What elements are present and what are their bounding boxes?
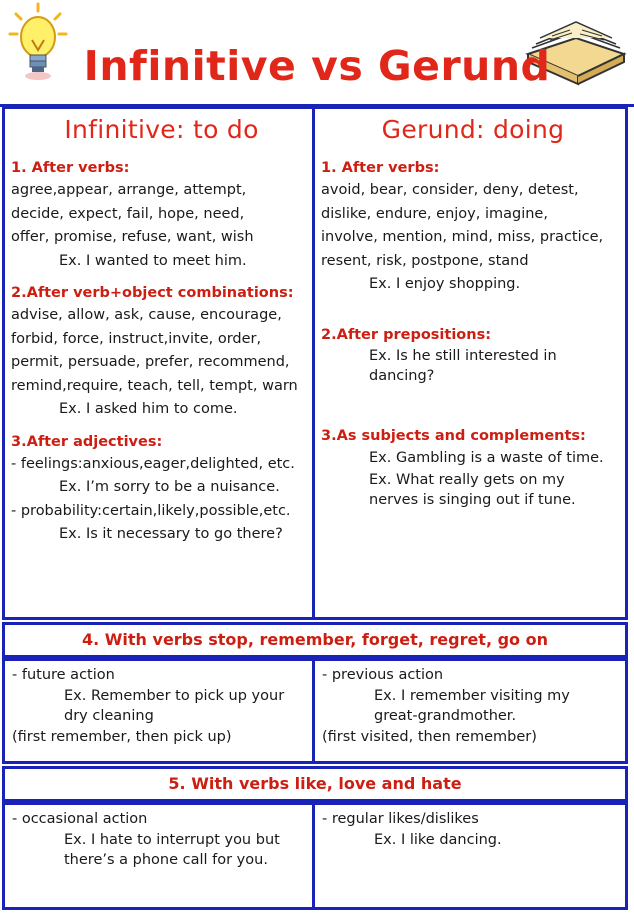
- verb-list-line: advise, allow, ask, cause, encourage,: [11, 307, 282, 323]
- header: [0, 0, 634, 107]
- section-5-title: 5. With verbs like, love and hate: [2, 766, 628, 802]
- adjective-category: - probability:certain,likely,possible,etc.: [11, 502, 291, 519]
- usage-note: (first visited, then remember): [322, 729, 537, 745]
- verb-list-line: resent, risk, postpone, stand: [321, 252, 529, 269]
- example-sentence: dancing?: [369, 367, 435, 384]
- example-sentence: Ex. What really gets on my: [369, 472, 565, 488]
- regular-likes-cell: [315, 805, 625, 907]
- verb-list-line: forbid, force, instruct,invite, order,: [11, 330, 262, 347]
- section-4-title: 4. With verbs stop, remember, forget, regret, go on: [2, 622, 628, 658]
- verb-list-line: avoid, bear, consider, deny, detest,: [321, 182, 579, 198]
- future-action-cell: [5, 661, 315, 761]
- section-title: 1. After verbs:: [321, 160, 440, 176]
- example-sentence: Ex. I like dancing.: [374, 832, 502, 848]
- verb-list-line: remind,require, teach, tell, tempt, warn: [11, 377, 298, 394]
- previous-action-cell: [315, 661, 625, 761]
- example-sentence: Ex. Remember to pick up your: [64, 688, 285, 704]
- comparison-columns: [2, 106, 628, 620]
- usage-label: - regular likes/dislikes: [322, 811, 479, 827]
- example-sentence: Ex. Gambling is a waste of time.: [369, 449, 604, 466]
- example-sentence: dry cleaning: [64, 708, 154, 724]
- section-title: 3.As subjects and complements:: [321, 427, 586, 444]
- usage-label: - previous action: [322, 667, 444, 683]
- section-4-row: [2, 658, 628, 764]
- example-sentence: Ex. I remember visiting my: [374, 688, 570, 704]
- example-sentence: Ex. I asked him to come.: [59, 401, 238, 417]
- infinitive-heading: Infinitive: to do: [64, 115, 259, 144]
- page-title: Infinitive vs Gerund: [83, 42, 551, 90]
- verb-list-line: offer, promise, refuse, want, wish: [11, 229, 254, 245]
- usage-note: (first remember, then pick up): [12, 729, 232, 745]
- verb-list-line: permit, persuade, prefer, recommend,: [11, 354, 290, 370]
- section-title: 1. After verbs:: [11, 160, 130, 176]
- verb-list-line: involve, mention, mind, miss, practice,: [321, 229, 604, 245]
- example-sentence: Ex. I enjoy shopping.: [369, 276, 521, 292]
- gerund-heading: Gerund: doing: [381, 115, 565, 144]
- verb-list-line: dislike, endure, enjoy, imagine,: [321, 205, 548, 222]
- example-sentence: great-grandmother.: [374, 708, 517, 724]
- example-sentence: Ex. I’m sorry to be a nuisance.: [59, 479, 280, 495]
- example-sentence: Ex. I wanted to meet him.: [59, 252, 247, 269]
- verb-list-line: agree,appear, arrange, attempt,: [11, 182, 247, 198]
- section-title: 2.After prepositions:: [321, 326, 492, 343]
- example-sentence: Ex. I hate to interrupt you but: [64, 832, 280, 848]
- example-sentence: Ex. Is he still interested in: [369, 347, 557, 364]
- section-5-row: [2, 802, 628, 910]
- usage-label: - future action: [12, 667, 115, 683]
- occasional-action-cell: [5, 805, 315, 907]
- infinitive-column: [5, 109, 315, 617]
- example-sentence: Ex. Is it necessary to go there?: [59, 526, 283, 542]
- example-sentence: there’s a phone call for you.: [64, 852, 268, 868]
- usage-label: - occasional action: [12, 811, 148, 827]
- section-title: 3.After adjectives:: [11, 433, 163, 450]
- section-title: 2.After verb+object combinations:: [11, 285, 294, 301]
- gerund-column: [315, 109, 625, 617]
- example-sentence: nerves is singing out if tune.: [369, 492, 576, 508]
- verb-list-line: decide, expect, fail, hope, need,: [11, 205, 245, 222]
- adjective-category: - feelings:anxious,eager,delighted, etc.: [11, 455, 295, 472]
